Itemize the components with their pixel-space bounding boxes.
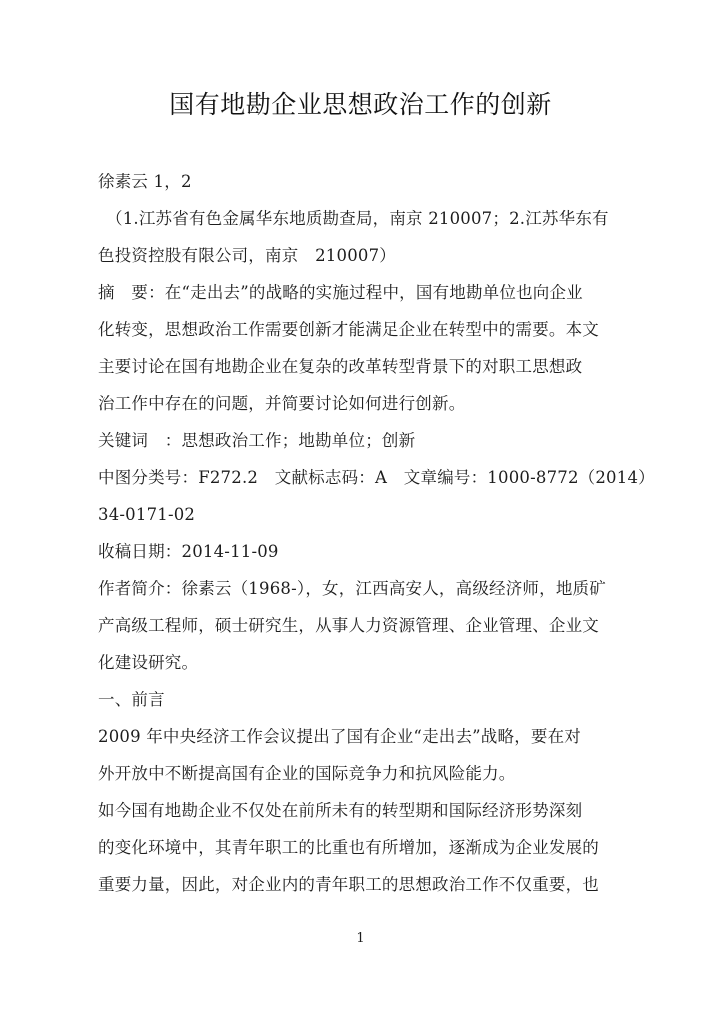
author-affiliation-line-2: 色投资控股有限公司，南京 210007） [98, 246, 396, 265]
section-1-paragraph-1-line-1: 2009 年中央经济工作会议提出了国有企业“走出去”战略，要在对 [98, 727, 582, 746]
page-number: 1 [356, 931, 365, 946]
received-date-line: 收稿日期：2014-11-09 [98, 542, 279, 561]
section-1-paragraph-1-line-2: 外开放中不断提高国有企业的国际竞争力和抗风险能力。 [98, 764, 516, 783]
page-title: 国有地勘企业思想政治工作的创新 [169, 90, 552, 119]
abstract-line-4: 治工作中存在的问题，并简要讨论如何进行创新。 [98, 394, 466, 413]
keywords-line: 关键词 ：思想政治工作；地勘单位；创新 [98, 431, 416, 450]
abstract-line-3: 主要讨论在国有地勘企业在复杂的改革转型背景下的对职工思想政 [98, 357, 583, 376]
section-1-paragraph-2-line-3: 重要力量，因此，对企业内的青年职工的思想政治工作不仅重要，也 [98, 875, 599, 894]
classification-line-1: 中图分类号：F272.2 文献标志码：A 文章编号：1000-8772（2014） [98, 468, 655, 487]
author-bio-line-3: 化建设研究。 [98, 653, 199, 672]
section-1-paragraph-2-line-1: 如今国有地勘企业不仅处在前所未有的转型期和国际经济形势深刻 [98, 801, 583, 820]
section-1-paragraph-2-line-2: 的变化环境中，其青年职工的比重也有所增加，逐渐成为企业发展的 [98, 838, 599, 857]
section-heading-1: 一、前言 [98, 690, 165, 709]
abstract-line-1: 摘 要：在“走出去”的战略的实施过程中，国有地勘单位也向企业 [98, 283, 583, 302]
author-bio-line-2: 产高级工程师，硕士研究生，从事人力资源管理、企业管理、企业文 [98, 616, 599, 635]
author-affiliation-line-1: （1.江苏省有色金属华东地质勘查局，南京 210007；2.江苏华东有 [106, 209, 609, 228]
author-byline: 徐素云 1，2 [98, 172, 192, 191]
classification-line-2: 34-0171-02 [98, 505, 196, 524]
abstract-line-2: 化转变，思想政治工作需要创新才能满足企业在转型中的需要。本文 [98, 320, 599, 339]
document-body [98, 163, 655, 903]
author-bio-line-1: 作者简介：徐素云（1968-），女，江西高安人，高级经济师，地质矿 [98, 579, 606, 598]
